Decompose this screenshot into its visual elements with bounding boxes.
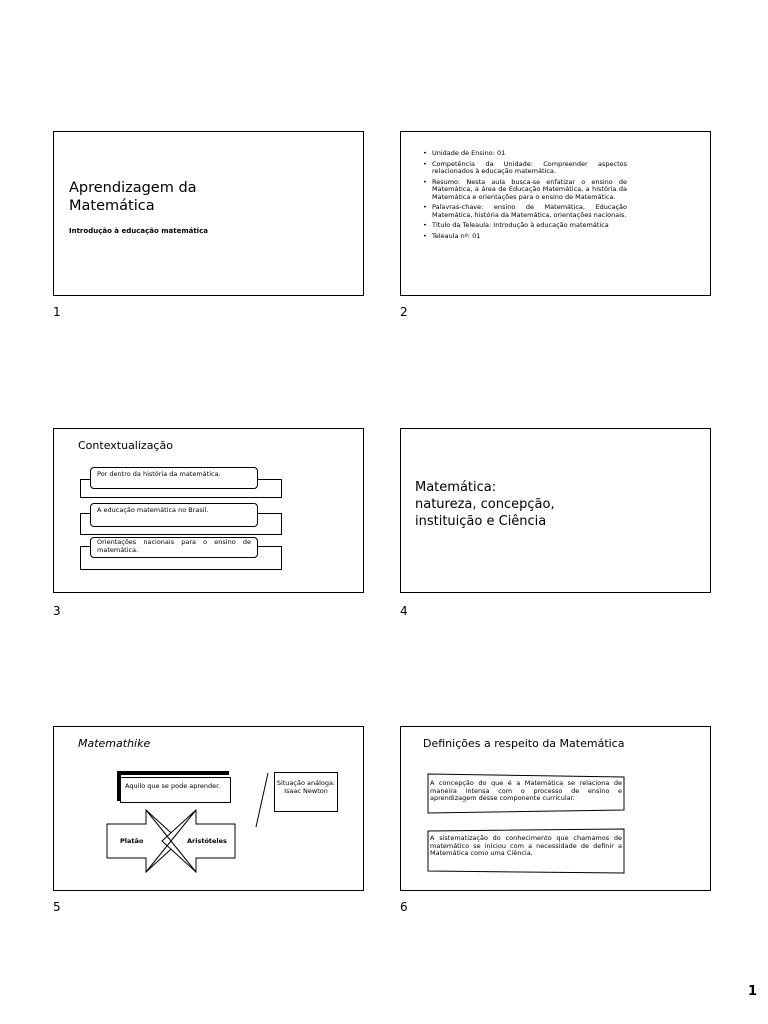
slide-5 [53,726,364,891]
slide-1-title-line-2: Matemática [69,198,155,214]
analogy-line-2: Isaac Newton [284,786,328,795]
slide-4-title-line-3: instituição e Ciência [415,514,547,529]
slide-3-number: 3 [53,604,61,618]
definition-box-2 [426,827,626,875]
bullet-item: • Título da Teleaula: Introdução à educação matemática [423,222,627,230]
slide-4-title [415,479,555,530]
slide-4 [400,428,711,593]
bullet-item: • Palavras-chave: ensino de Matemática, Educação Matemática, história da Matemática, orientações nacionais. [423,204,627,219]
slide-1-number: 1 [53,305,61,319]
slide-1-title [69,179,197,215]
definition-box: Aquilo que se pode aprender. [120,777,231,803]
slide-1-title-line-1: Aprendizagem da [69,180,197,196]
context-box-text: Orientações nacionais para o ensino de matemática. [90,537,258,558]
analogy-line-1: Situação análoga: [276,779,336,787]
slide-3 [53,428,364,593]
slide-5-heading: Matemathike [78,737,151,750]
slide-4-title-line-2: natureza, concepção, [415,497,555,512]
definition-box-1 [426,772,626,814]
slide-3-heading: Contextualização [78,439,173,452]
slide-1-subtitle: Introdução à educação matemática [69,227,208,235]
bullet-item: • Competência da Unidade: Compreender aspectos relacionados à educação matemática. [423,161,627,176]
slide-6 [400,726,711,891]
slide-2-number: 2 [400,305,408,319]
context-box-text: A educação matemática no Brasil. [90,503,258,527]
slide-2 [400,131,711,296]
slide-1 [53,131,364,296]
definition-text: A concepção do que é a Matemática se relaciona de maneira intensa com o processo de ensino e aprendizagem desse componente curricular. [430,779,622,802]
bullet-item: • Teleaula nº: 01 [423,233,627,241]
analogy-box [274,772,338,812]
arrow-label-platao: Platão [120,837,144,845]
definition-text: A sistematização do conhecimento que chamamos de matemático se iniciou com a necessidade de definir a Matemática como uma Ciência. [430,834,622,857]
slide-2-bullet-list [423,150,627,243]
page-number: 1 [748,984,758,999]
bullet-item: • Unidade de Ensino: 01 [423,150,627,158]
bullet-item: • Resumo: Nesta aula busca-se enfatizar o ensino de Matemática, a área de Educação Matemática, a história da Matemática e orientações para o ensino de Matemática. [423,179,627,202]
slide-6-heading: Definições a respeito da Matemática [423,737,625,750]
arrow-label-aristoteles: Aristóteles [187,837,227,845]
slide-6-number: 6 [400,900,408,914]
slide-5-number: 5 [53,900,61,914]
divider-line [254,771,270,829]
slide-4-number: 4 [400,604,408,618]
context-box-text: Por dentro da história da matemática. [90,467,258,489]
slide-4-title-line-1: Matemática: [415,480,497,495]
